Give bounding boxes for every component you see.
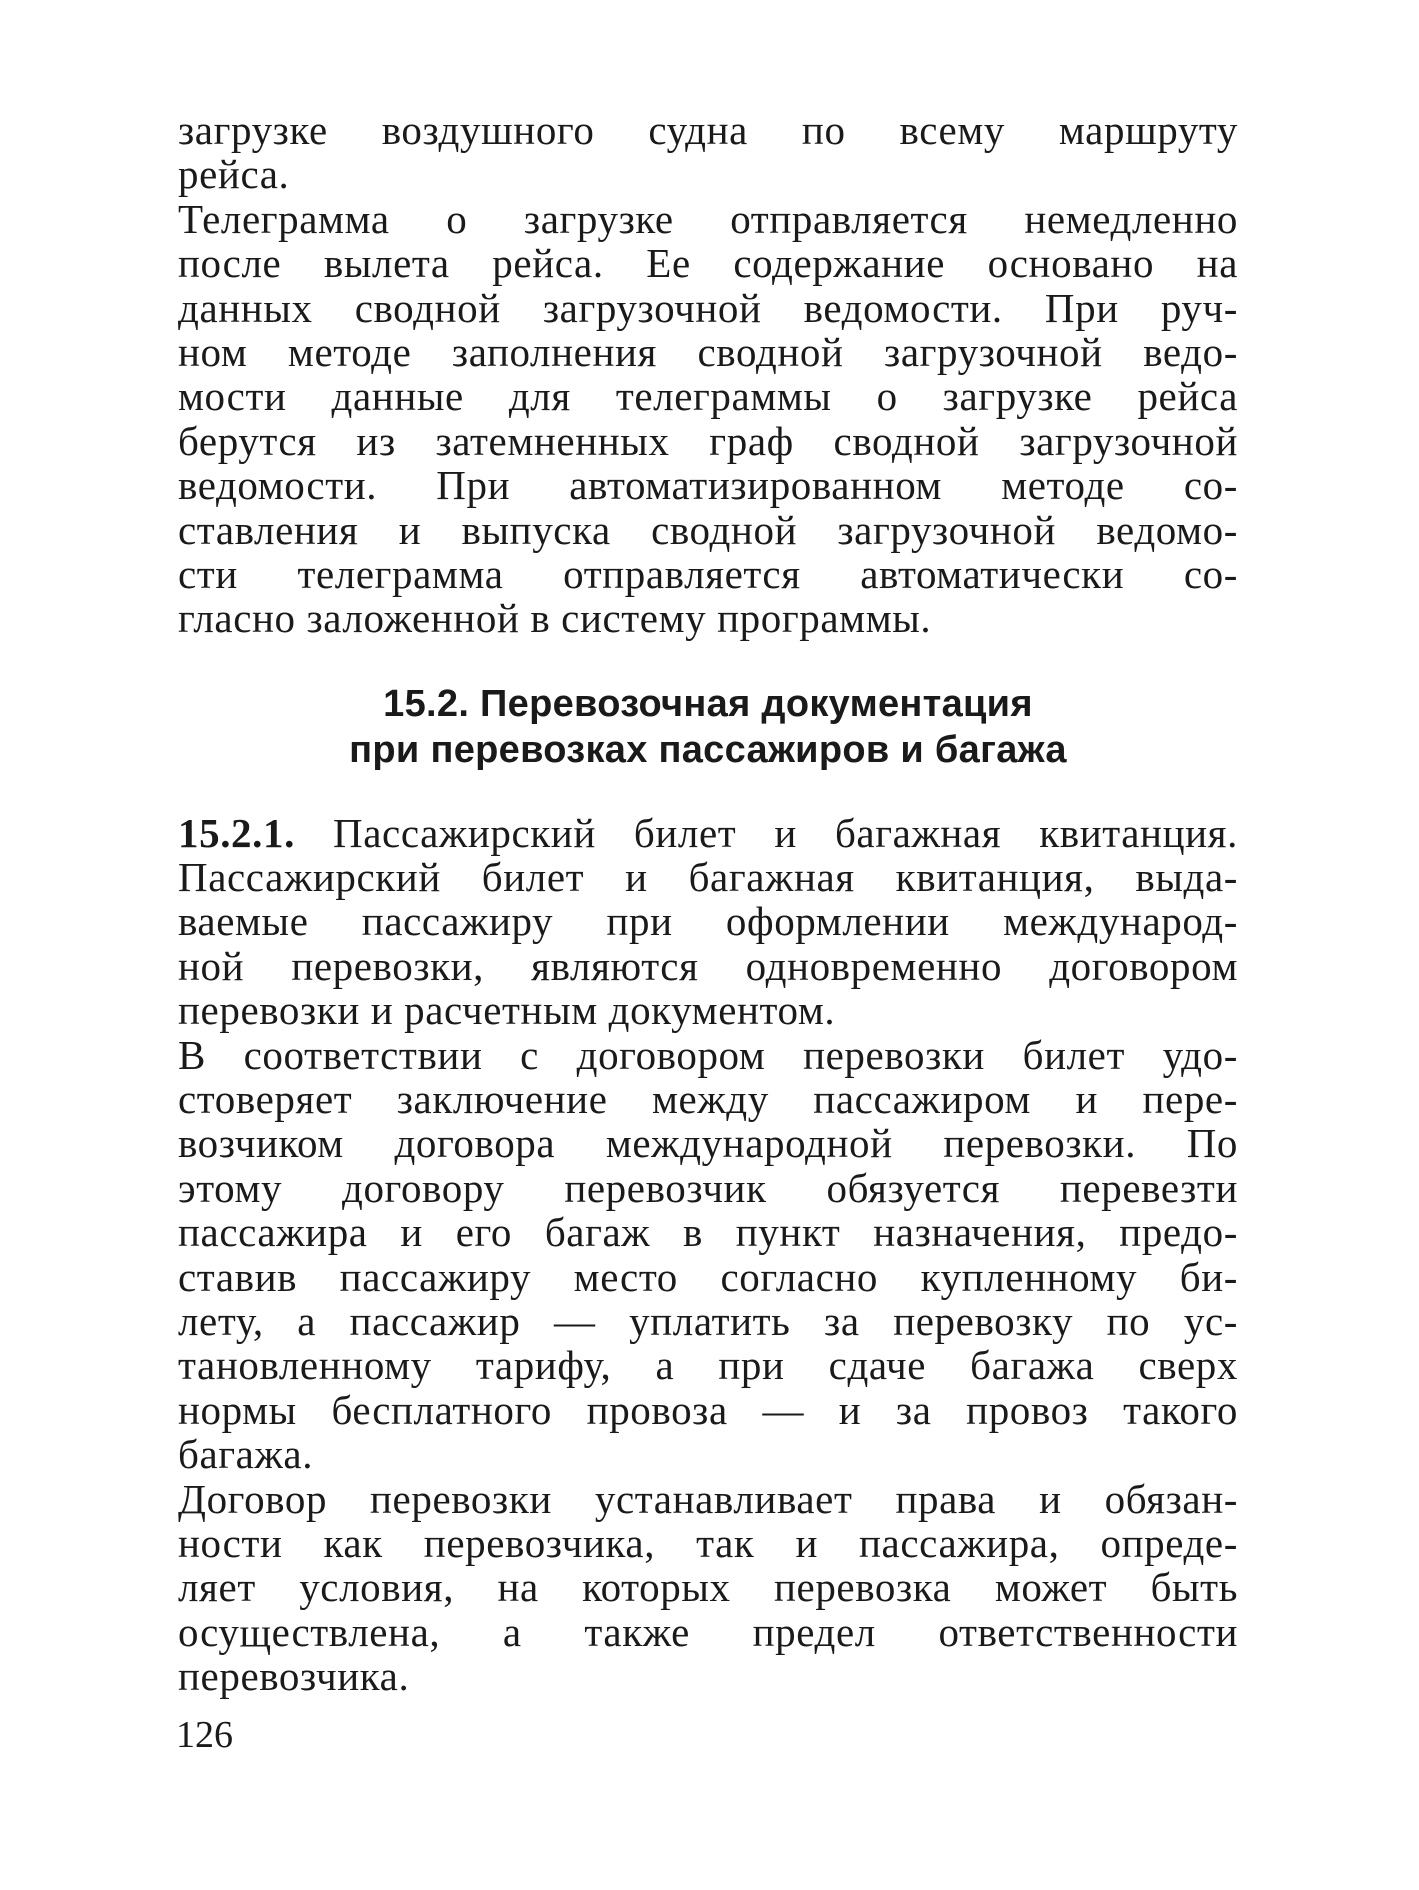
text-line: ваемые пассажиру при оформлении международ-: [178, 898, 1238, 945]
text-line: ставив пассажиру место согласно купленному би-: [178, 1253, 1238, 1300]
text-line: нормы бесплатного провоза — и за провоз такого: [178, 1386, 1238, 1433]
text-line: данных сводной загрузочной ведомости. При руч-: [178, 284, 1238, 331]
subsection-number: 15.2.1.: [178, 809, 295, 856]
text-line: после вылета рейса. Ее содержание основано на: [178, 240, 1238, 287]
text-line: осуществлена, а также предел ответственности: [178, 1608, 1238, 1655]
text-line: берутся из затемненных граф сводной загрузочной: [178, 417, 1238, 464]
text-line: ведомости. При автоматизированном методе со-: [178, 462, 1238, 509]
text-line: перевозки и расчетным документом.: [178, 987, 836, 1034]
text-line: Телеграмма о загрузке отправляется немедленно: [178, 195, 1238, 242]
heading-line-2: при перевозках пассажиров и багажа: [349, 728, 1067, 771]
text-line: Договор перевозки устанавливает права и обязан-: [178, 1475, 1238, 1522]
heading-line-1: 15.2. Перевозочная документация: [383, 682, 1033, 725]
text-line: Пассажирский билет и багажная квитанция, выда-: [178, 854, 1238, 901]
paragraph-rights: [178, 1477, 1238, 1699]
text-line: гласно заложенной в систему программы.: [178, 595, 932, 642]
text-line: этому договору перевозчик обязуется перевезти: [178, 1164, 1238, 1211]
text-line: сти телеграмма отправляется автоматически со-: [178, 550, 1238, 597]
text-line: пассажира и его багаж в пункт назначения, предо-: [178, 1209, 1238, 1256]
text-line: возчиком договора международной перевозки. По: [178, 1120, 1238, 1167]
subsection-title: Пассажирский билет и багажная квитанция.: [294, 809, 1238, 856]
text-line: багажа.: [178, 1431, 314, 1478]
text-line: ности как перевозчика, так и пассажира, опреде-: [178, 1519, 1238, 1566]
section-heading: [178, 681, 1238, 773]
text-line: ставления и выпуска сводной загрузочной ведомо-: [178, 506, 1238, 553]
text-line: стоверяет заключение между пассажиром и пере-: [178, 1076, 1238, 1123]
text-line: ном методе заполнения сводной загрузочной ведо-: [178, 328, 1238, 375]
text-line: ляет условия, на которых перевозка может быть: [178, 1564, 1238, 1611]
text-line: [178, 811, 1238, 855]
page-number: 126: [176, 1714, 233, 1756]
text-line: рейса.: [178, 151, 290, 198]
paragraph-contract: [178, 1033, 1238, 1477]
paragraph-telegram: [178, 197, 1238, 641]
text-line: лету, а пассажир — уплатить за перевозку по ус-: [178, 1297, 1238, 1344]
page-body: [178, 108, 1238, 1699]
text-line: перевозчика.: [178, 1653, 410, 1700]
text-line: мости данные для телеграммы о загрузке рейса: [178, 373, 1238, 420]
text-line: загрузке воздушного судна по всему маршруту: [178, 107, 1238, 153]
intro-paragraph: [178, 108, 1238, 197]
text-line: тановленному тарифу, а при сдаче багажа сверх: [178, 1342, 1238, 1389]
text-line: ной перевозки, являются одновременно договором: [178, 942, 1238, 989]
paragraph-ticket: [178, 811, 1238, 1033]
text-line: В соответствии с договором перевозки билет удо-: [178, 1031, 1238, 1078]
